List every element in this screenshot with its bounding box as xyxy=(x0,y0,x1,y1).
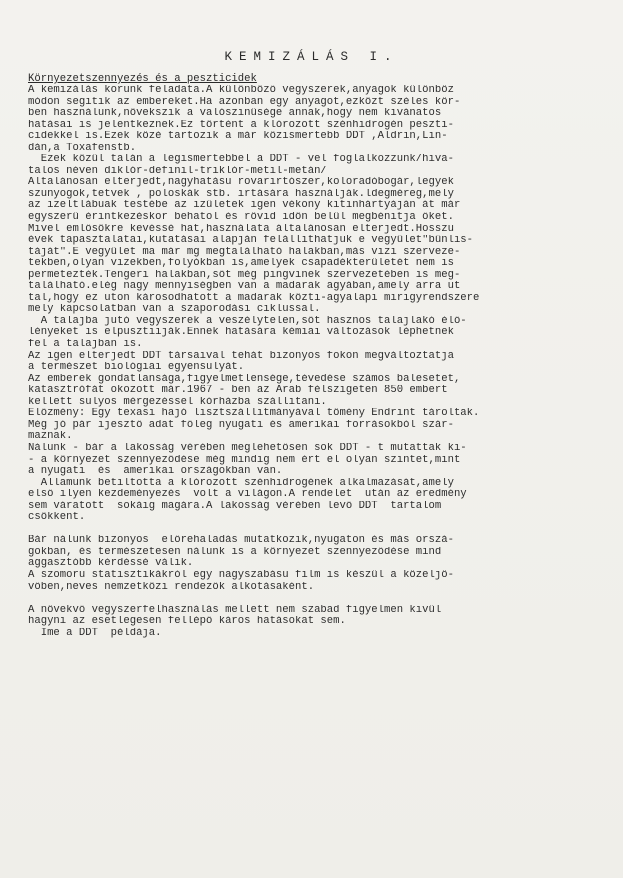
text-line: csökkent. xyxy=(28,512,86,524)
text-line: - a környezet szennyeződése még mindig nem ért el olyan szintet,mint xyxy=(28,454,461,466)
text-line: található.elég nagy mennyiségben van a madarak agyában,amely arra ut xyxy=(28,281,461,293)
text-line: Bár nálunk bizonyos előrehaladás mutatkozik,nyugaton és más orszá- xyxy=(28,535,454,547)
paragraph-gap xyxy=(28,593,608,605)
text-line: Még jó pár ijesztő adat főleg nyugati és amerikai forrásokból szár- xyxy=(28,419,454,431)
text-line: módon segitik az embereket.Ha azonban egy anyagot,ezközt széles kör- xyxy=(28,96,461,108)
text-line: Előzmény: Egy texasi hajó lisztszállitmányával tömény Endrint tároltak. xyxy=(28,408,480,420)
document-body xyxy=(28,85,608,639)
text-line: évek tapasztalatai,kutatásai alapján felállithatjuk e vegyület"bünlis- xyxy=(28,235,474,247)
text-line: lényeket is elpusztiiják.Ennek hatására kémiai változások léphetnek xyxy=(28,327,454,339)
text-line: Az igen elterjedt DDT társaival tehát bizonyos fokon megváltoztatja xyxy=(28,350,454,362)
text-line: első ilyen kezdeményezés volt a világon.A rendelet után az eredmény xyxy=(28,489,467,501)
text-line: Ime a DDT példája. xyxy=(28,627,162,639)
text-line: Államunk betiltotta a klórozott szénhidrogének alkalmazását,amely xyxy=(28,477,454,489)
text-line: cidekkel is.Ezek közé tartozik a már közismertebb DDT ,Aldrin,Lin- xyxy=(28,131,448,143)
text-line: talos néven diklór-definil-triklór-metil-metán/ xyxy=(28,165,327,177)
text-line: Ezek közül talán a legismertebbel a DDT - vel foglalkozzunk/hiva- xyxy=(28,154,454,166)
text-line: maznak. xyxy=(28,431,73,443)
text-line: a nyugati és amerikai országokban van. xyxy=(28,466,283,478)
text-line: vőben,neves nemzetközi rendezők alkotásaként. xyxy=(28,581,315,593)
paragraph-gap xyxy=(28,524,608,536)
text-line: mely kapcsolatban van a szaporodási ciklussal. xyxy=(28,304,321,316)
text-line: permetezték.Tengeri halakban,sőt még pingvinek szervezetében is meg- xyxy=(28,269,461,281)
text-line: sem váratott sokáig magára.A lakosság vérében levő DDT tartalom xyxy=(28,500,442,512)
text-line: Mivel emlősökre kevéssé hat,használata általánosan elterjedt.Hosszu xyxy=(28,223,454,235)
text-line: ben használunk,növekszik a valószinüsége annak,hogy nem kivánatos xyxy=(28,108,442,120)
text-line: A kemizálás korunk feladata.A különböző vegyszerek,anyagok különböz xyxy=(28,85,454,96)
text-line: gokban, és természetesen nálunk is a környezet szennyeződése mind xyxy=(28,546,442,558)
text-line: a természet biológiai egyensulyát. xyxy=(28,362,245,374)
text-line: hatásai is jelentkeznek.Ez történt a klórozott szénhidrogén peszti- xyxy=(28,119,454,131)
text-line: A szomoru statisztikákról egy nagyszabásu film is készül a közeljö- xyxy=(28,569,454,581)
text-line: A növekvő vegyszerfelhasználás mellett nem szabad figyelmen kivül xyxy=(28,604,442,616)
text-line: fel a talajban is. xyxy=(28,339,143,351)
text-line: egyszerü érintkezéskor behatol és rövid idön belül megbénitja őket. xyxy=(28,212,454,224)
text-line: dán,a Toxafenstb. xyxy=(28,142,137,154)
text-line: szunyogok,tetvek , poloskák stb. irtására használják.ldegméreg,mely xyxy=(28,188,454,200)
document-subtitle: Környezetszennyezés és a peszticidek xyxy=(28,73,257,85)
document-title: KEMIZÁLÁS I. xyxy=(224,50,399,64)
text-line: tekben,olyan vizekben,folyókban is,amelyek csapadékterületét nem is xyxy=(28,258,454,270)
text-line: táját".E vegyület ma már mg megtalálható halakban,más vizi szerveze- xyxy=(28,246,461,258)
text-line: hagyni az esetlegesen fellépő káros hatásokat sem. xyxy=(28,616,346,628)
text-line: az izeltlábuak testébe az izületek igen vékony kitinhártyáján át már xyxy=(28,200,461,212)
text-line: tal,hogy ez uton károsodhatott a madarak közti-agyalapi mirigyrendszere xyxy=(28,292,480,304)
text-line: aggasztóbb kérdéssé válik. xyxy=(28,558,194,570)
text-line: A talajba jutó vegyszerek a veszélytelen,sőt hasznos talajlakó élő- xyxy=(28,315,467,327)
text-line: katasztrófát okozott már.1967 - ben az Arab félszigeten 850 embert xyxy=(28,385,448,397)
text-line: Az emberek gondatlansága,figyelmetlensége,tévedése számos balesetet, xyxy=(28,373,461,385)
text-line: Általánosan elterjedt,nagyhatásu rovarirtószer,koloradóbogár,legyek xyxy=(28,177,454,189)
text-line: kellett sulyos mérgezéssel kórházba szállitani. xyxy=(28,396,327,408)
text-line: Nálunk - bár a lakosság vérében meglehetősen sok DDT - t mutattak ki- xyxy=(28,442,467,454)
